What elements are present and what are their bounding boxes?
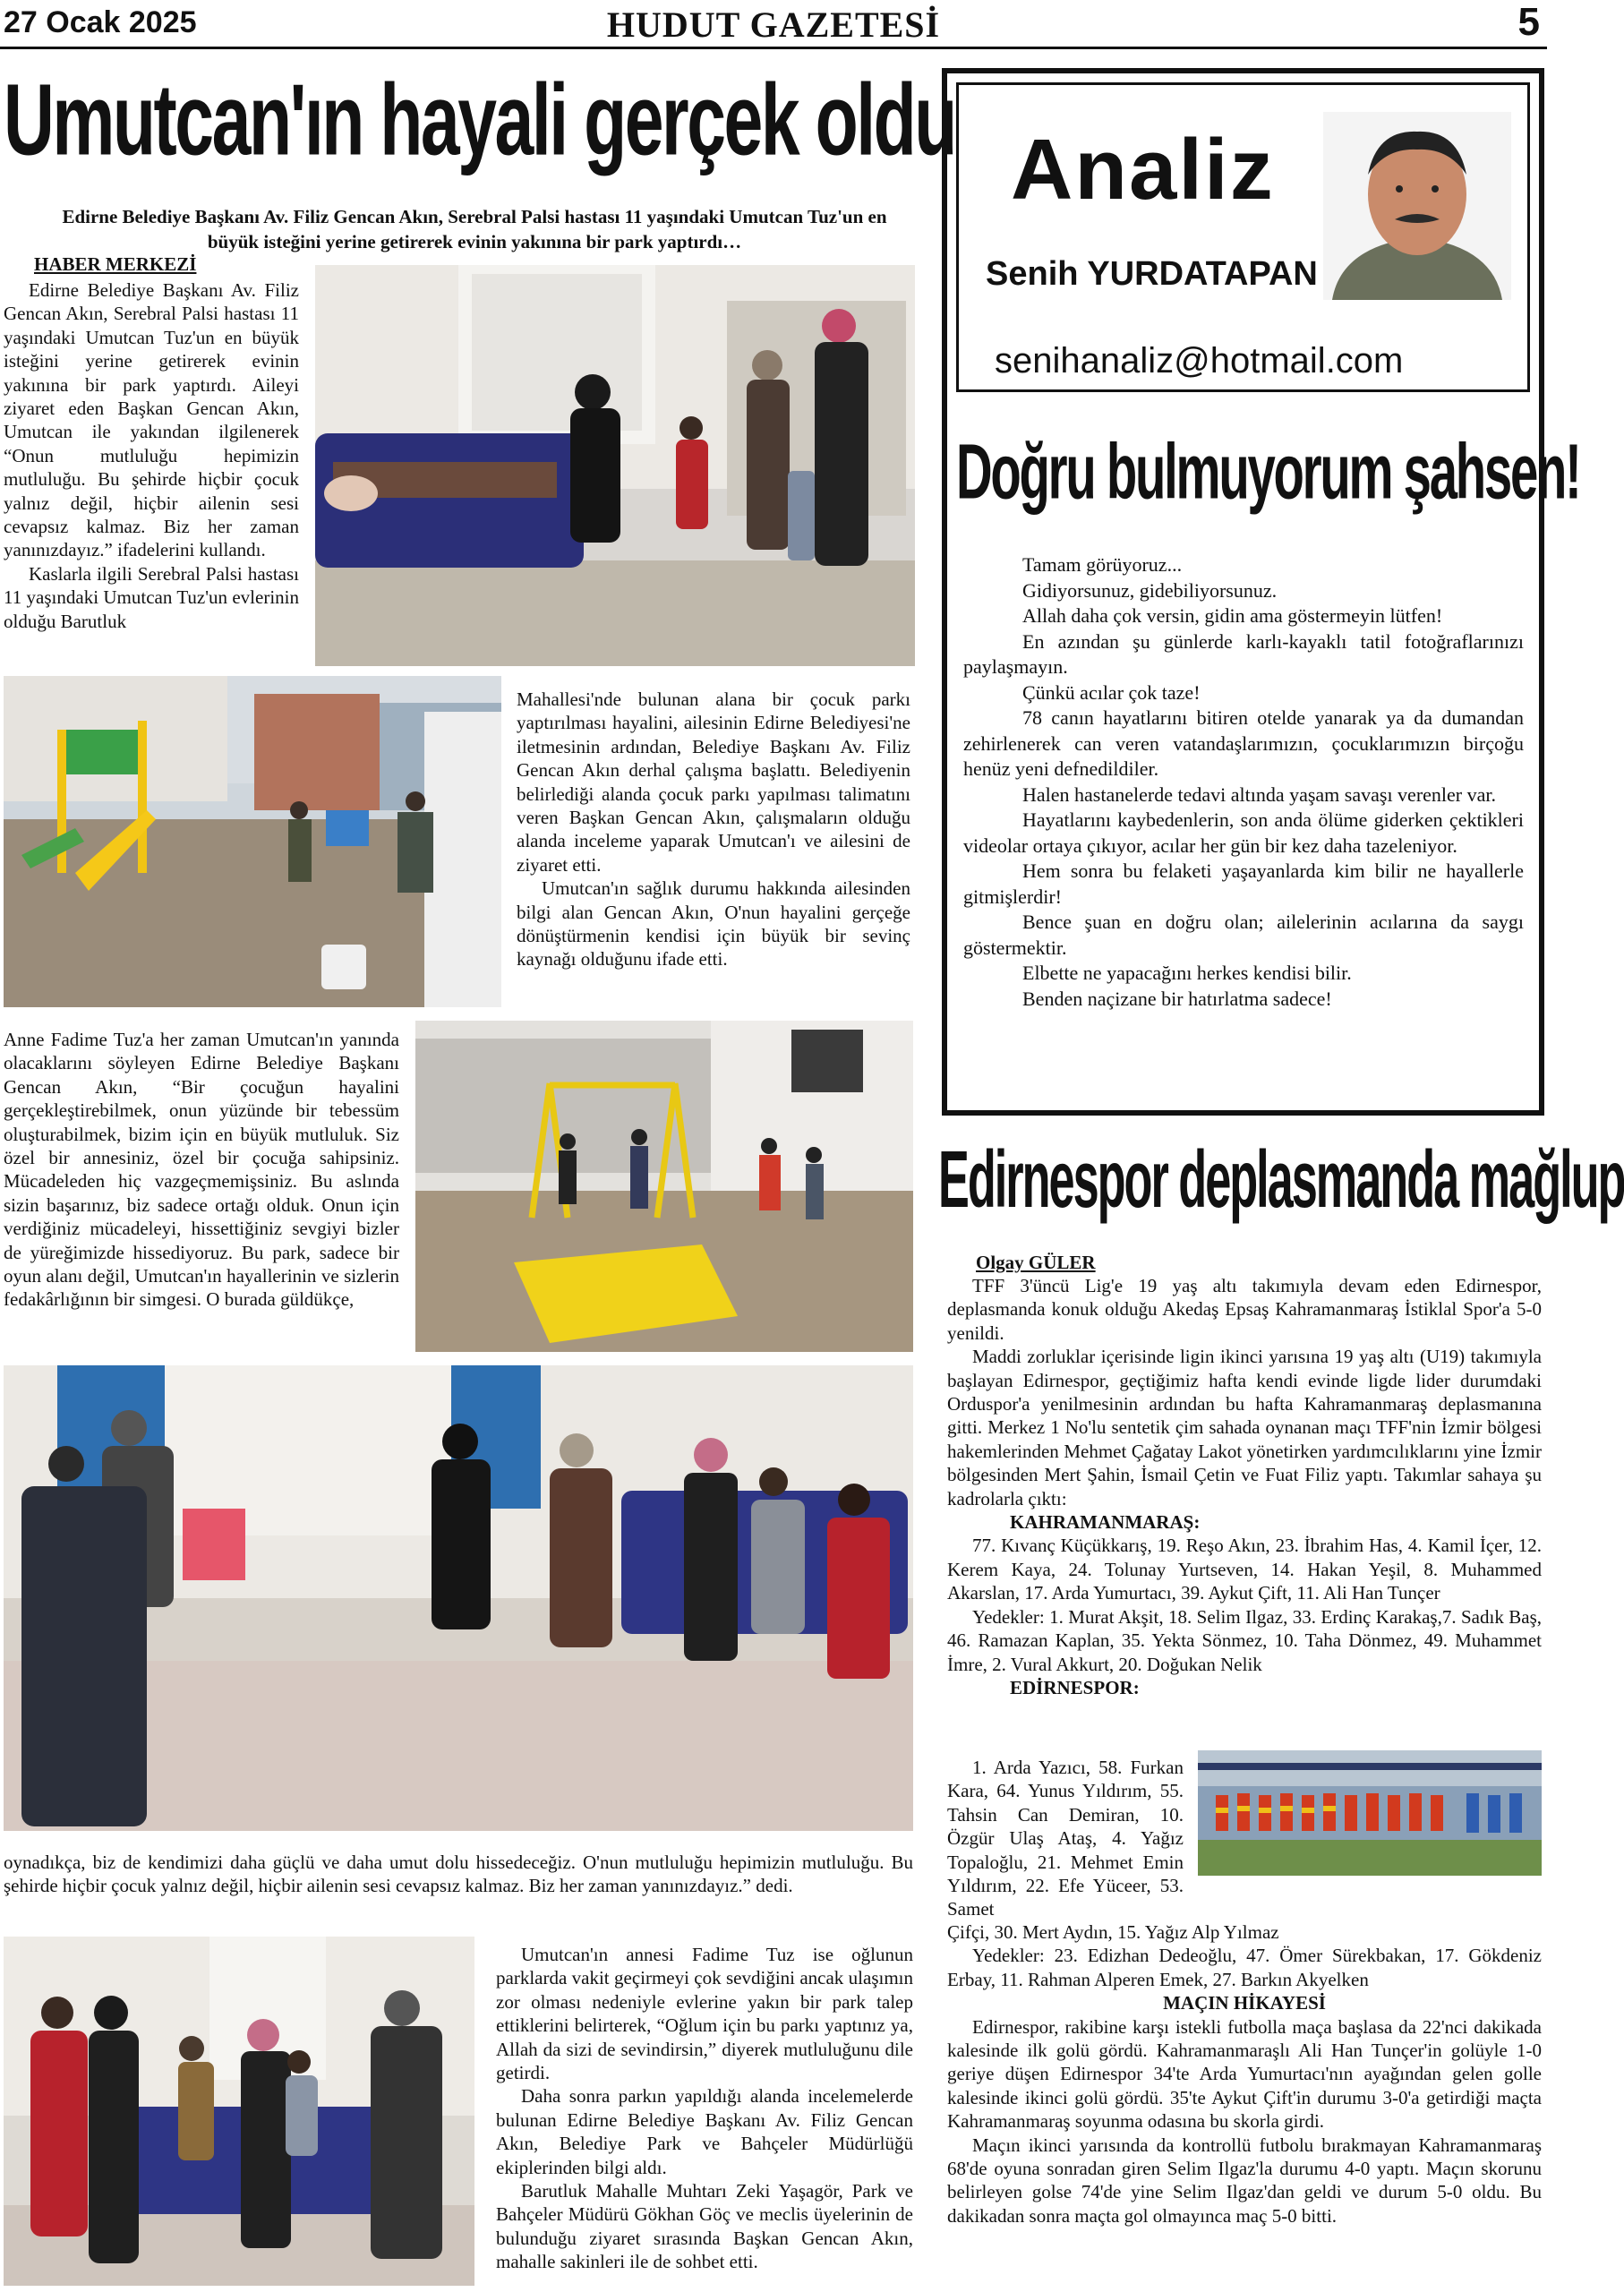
issue-date: 27 Ocak 2025 (4, 5, 197, 39)
analiz-paragraph: Benden naçizane bir hatırlatma sadece! (1022, 987, 1332, 1010)
sport-subheading: EDİRNESPOR: (1010, 1676, 1140, 1698)
analiz-paragraph: Hayatlarını kaybedenlerin, son anda ölüme giderken çektikleri videolar ortaya çıkıyor, acılar her gün bir kez daha tazeleniyor. (963, 808, 1524, 857)
article-lead: Edirne Belediye Başkanı Av. Filiz Gencan Akın, Serebral Palsi hastası 11 yaşındaki Umutcan Tuz'un en büyük isteğini yerine getirerek evinin yakınına bir park yaptırdı… (62, 206, 887, 252)
article-paragraph: Umutcan'ın sağlık durumu hakkında ailesinden bilgi alan Gencan Akın, O'nun hayalini gerçeğe dönüştürmenin kendisi için büyük bir sevinç kaynağı olduğunu ifade etti. (517, 877, 910, 971)
sport-paragraph: 1. Arda Yazıcı, 58. Furkan Kara, 64. Yunus Yıldırım, 55. Tahsin Can Demiran, 10. Özgür Ulaş Ataş, 4. Yağız Topaloğlu, 21. Mehmet Emin Yıldırım, 22. Efe Yüceer, 53. Samet (947, 1757, 1184, 1920)
article-col2 (517, 688, 910, 971)
analiz-paragraph: Çünkü acılar çok taze! (1022, 680, 1201, 704)
sport-body-top (947, 1274, 1542, 1699)
sport-body-bottom (947, 1920, 1542, 2228)
article-paragraph: Daha sonra parkın yapıldığı alanda incelemelerde bulunan Edirne Belediye Başkanı Av. Filiz Gencan Akın, Belediye Park ve Bahçeler Müdürlüğü ekiplerinden bilgi aldı. (496, 2085, 913, 2178)
sport-paragraph: Maçın ikinci yarısında da kontrollü futbolu bırakmayan Kahramanmaraş 68'de oyuna sonradan giren Selim Ilgaz'la durumu 4-0 yaptı. Maçın skorunu belirleyen golse 74'de yine Selim Ilgaz'dan geldi ve durum 5-0 oldu. Bu dakikadan sonra maçta gol olmayınca maç 5-0 bitti. (947, 2134, 1542, 2227)
analiz-paragraph: Tamam görüyoruz... (1022, 553, 1183, 576)
analiz-paragraph: Elbette ne yapacağını herkes kendisi bilir. (1022, 962, 1352, 984)
photo-playground-construction (4, 676, 501, 1007)
sport-paragraph: Edirnespor, rakibine karşı istekli futbolla maça başlasa da 22'nci dakikada kalesinde ilk golü gördü. Kahramanmaraşlı Ali Han Tunçer'in golüyle 1-0 geriye düşen Edirnespor 34'te Arda Yumurtacı'nın ayağından gelen golle kalesinde ikinci golü gördü. 35'te Aykut Çift'in durumu 3-0'a getirdiği maçta Kahramanmaraş soyunma odasına bu skorla girdi. (947, 2015, 1542, 2133)
article-byline: HABER MERKEZİ (34, 253, 197, 275)
analiz-column-box (942, 68, 1580, 1116)
photo-family-portrait (4, 1937, 474, 2286)
analiz-title: Analiz (1011, 122, 1275, 218)
sport-paragraph: TFF 3'üncü Lig'e 19 yaş altı takımıyla devam eden Edirnespor, deplasmanda konuk olduğu Akedaş Epsaş Kahramanmaraş İstiklal Spor'a 5-0 yenildi. (947, 1275, 1542, 1344)
article-paragraph: Umutcan'ın annesi Fadime Tuz ise oğlunun parklarda vakit geçirmeyi çok sevdiğini ancak ulaşımın zor olması nedeniyle evlerine yakın bir park talep ettiklerini belirterek, “Oğlum için bu parkı yaptınız ya, Allah da sizi de sevindirsin,” diyerek mutluluğunu dile getirdi. (496, 1944, 913, 2084)
photo-team-lineup (1198, 1750, 1542, 1876)
sport-paragraph: 77. Kıvanç Küçükkarış, 19. Reşo Akın, 23. İbrahim Has, 4. Kamil İçer, 12. Kerem Kaya, 24. Tolunay Yurtseven, 14. Hakan Yeşil, 8. Muhammed Akarslan, 17. Arda Yumurtacı, 39. Aykut Çift, 11. Ali Han Tunçer (947, 1535, 1542, 1604)
sport-headline: Edirnespor deplasmanda mağlup (938, 1133, 1624, 1225)
analiz-paragraph: Hem sonra bu felaketi yaşayanlarda kim bilir ne hayallerle gitmişlerdir! (963, 860, 1524, 908)
analiz-header (956, 82, 1530, 392)
photo-swing-installation (415, 1021, 913, 1352)
article-paragraph: Kaslarla ilgili Serebral Palsi hastası 11 yaşındaki Umutcan Tuz'un evlerinin olduğu Barutluk (4, 562, 299, 632)
article-paragraph: Edirne Belediye Başkanı Av. Filiz Gencan Akın, Serebral Palsi hastası 11 yaşındaki Umutcan Tuz'un en büyük isteğini yerine getirerek evinin yakınına bir park yaptırdı. Aileyi ziyaret eden Başkan Gencan Akın, Umutcan ile yakından ilgilenerek “Onun mutluluğu hepimizin mutluluğu. Bu şehirde hiçbir çocuk yalnız değil, hiçbir ailenin sesi cevapsız kalmaz. Biz her zaman yanınızdayız.” ifadelerini kullandı. (4, 279, 299, 561)
article-paragraph: Anne Fadime Tuz'a her zaman Umutcan'ın yanında olacaklarını söyleyen Edirne Belediye Başkanı Gencan Akın, “Bir çocuğun hayalini gerçekleştirebilmek, onun yüzünde bir tebessüm oluşturabilmek, bizim için en büyük mutluluk. Siz özel bir annesiniz, özel bir çocuğa sahipsiniz. Mücadeleden hiç vazgeçmemişsiniz. Bu aslında sizin başarınız, biz sadece ortağı olduk. Onun için verdiğiniz mücadeleyi, hissettiğiniz sevgiyi bizler de yüreğimizde hissediyoruz. Bu park, sadece bir oyun alanı değil, Umutcan'ın hayallerinin ve sizlerin fedakârlığının bir simgesi. O burada güldükçe, (4, 1029, 399, 1311)
sport-paragraph: Yedekler: 23. Edizhan Dedeoğlu, 47. Ömer Sürekbakan, 17. Gökdeniz Erbay, 11. Rahman Alperen Emek, 27. Barkın Akyelken (947, 1945, 1542, 1990)
article-col3 (4, 1028, 399, 1312)
photo-living-room-group (4, 1365, 913, 1831)
analiz-body (963, 552, 1524, 1012)
page-number: 5 (1517, 0, 1540, 44)
sport-paragraph: Yedekler: 1. Murat Akşit, 18. Selim Ilgaz, 33. Erdinç Karakaş,7. Sadık Baş, 46. Ramazan Kaplan, 35. Yekta Sönmez, 10. Taha Dönmez, 49. Muhammet İmre, 2. Vural Akkurt, 20. Doğukan Nelik (947, 1605, 1542, 1675)
sport-subheading: MAÇIN HİKAYESİ (1163, 1992, 1326, 2014)
article-col4 (496, 1943, 913, 2274)
analiz-paragraph: Allah daha çok versin, gidin ama göstermeyin lütfen! (1022, 604, 1443, 627)
analiz-paragraph: En azından şu günlerde karlı-kayaklı tatil fotoğraflarınızı paylaşmayın. (963, 629, 1524, 678)
analiz-paragraph: Halen hastanelerde tedavi altında yaşam savaşı verenler var. (1022, 783, 1496, 806)
article-paragraph: Barutluk Mahalle Muhtarı Zeki Yaşagör, Park ve Bahçeler Müdürü Gökhan Göç ve meclis üyelerinin de bulunduğu ziyaret sırasında Başkan Gencan Akın, mahalle sakinleri ile de sohbet etti. (496, 2180, 913, 2273)
sport-subheading: KAHRAMANMARAŞ: (1010, 1511, 1201, 1534)
article-col1 (4, 278, 299, 633)
analiz-paragraph: Gidiyorsunuz, gidebiliyorsunuz. (1022, 578, 1278, 602)
photo-family-visit (315, 265, 915, 666)
article-paragraph: oynadıkça, biz de kendimizi daha güçlü ve daha umut dolu hissedeceğiz. O'nun mutluluğu hepimizin mutluluğu. Bu şehirde hiçbir çocuk yalnız değil, hiçbir ailenin sesi cevapsız kalmaz. Biz her zaman yanınızdayız.” dedi. (4, 1852, 913, 1897)
analiz-paragraph: 78 canın hayatlarını bitiren otelde yanarak ya da dumandan zehirlenerek can veren vatandaşlarımızın, çocuklarımızın birçoğu henüz yeni defnedildiler. (963, 706, 1524, 780)
sport-paragraph: Maddi zorluklar içerisinde ligin ikinci yarısına 19 yaş altı (U19) takımıyla başlayan Edirnespor, geçtiğimiz hafta kendi evinde ligde lider durumdaki Orduspor'a yenilmesinin ardından bu hafta Kahramanmaraş deplasmanına gitti. Merkez 1 No'lu sentetik çim sahada oynanan maçı TFF'nin İzmir bölgesi hakemlerinden Mehmet Çağatay Lakot yönetirken yardımcılıklarını yine İzmir bölgesinden Mert Şahin, İsmail Çetin ve Fuat Filiz yaptı. Takımlar sahaya şu kadrolarla çıktı: (947, 1346, 1542, 1509)
page-header (0, 0, 1547, 49)
sport-paragraph: Çifçi, 30. Mert Aydın, 15. Yağız Alp Yılmaz (947, 1921, 1279, 1943)
newspaper-name: HUDUT GAZETESİ (606, 4, 941, 45)
sport-lineup-edirnespor (947, 1756, 1184, 1921)
analiz-headline: Doğru bulmuyorum şahsen! (956, 428, 1580, 516)
analiz-email: senihanaliz@hotmail.com (995, 341, 1404, 381)
author-photo (1323, 112, 1511, 300)
analiz-author: Senih YURDATAPAN (986, 255, 1318, 293)
analiz-paragraph: Bence şuan en doğru olan; ailelerinin acılarına da saygı göstermektir. (963, 911, 1524, 959)
article-fullwidth (4, 1851, 913, 1898)
sport-byline: Olgay GÜLER (976, 1252, 1096, 1273)
article-paragraph: Mahallesi'nde bulunan alana bir çocuk parkı yaptırılması hayalini, ailesinin Edirne Belediyesi'ne iletmesinin ardından, Belediye Başkanı Av. Filiz Gencan Akın derhal çalışma başlattı. Belediyenin belirlediği alanda çocuk parkı yapılması talimatını veren Başkan Gencan Akın, çalışmaların olduğu alanda inceleme yaparak Umutcan'ı ve ailesini de ziyaret etti. (517, 688, 910, 876)
article-headline: Umutcan'ın hayali gerçek oldu (4, 63, 955, 177)
